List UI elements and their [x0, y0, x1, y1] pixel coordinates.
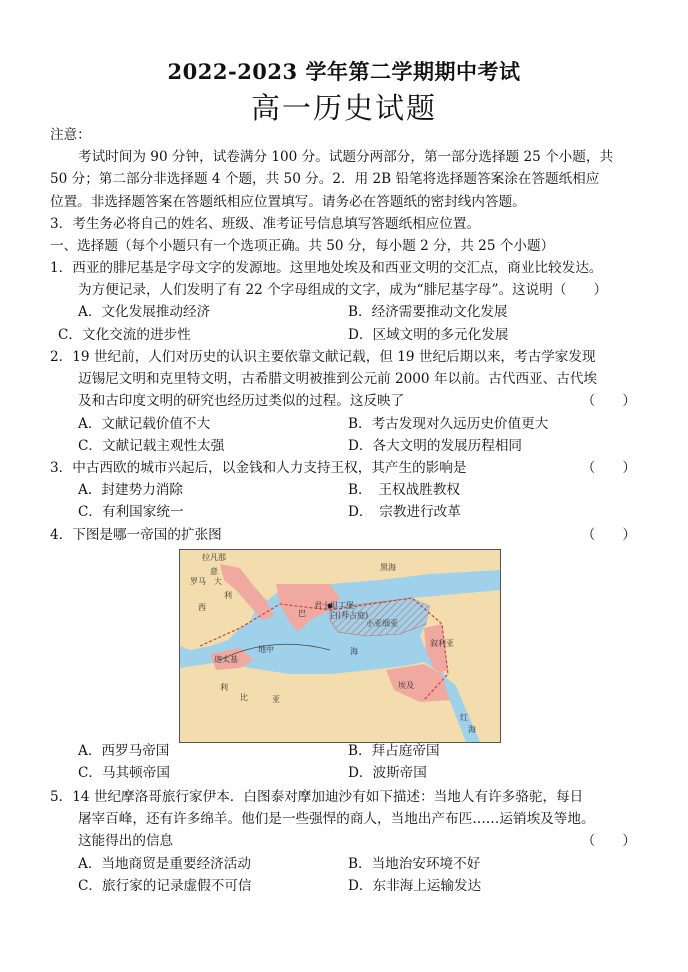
map-label: 比	[240, 693, 248, 702]
empire-expansion-map	[179, 549, 501, 743]
map-label: 利	[224, 591, 232, 600]
question-2	[50, 346, 650, 457]
map-label: 罗马	[190, 577, 206, 586]
map-label: 拉凡那	[202, 553, 226, 562]
map-drawing	[180, 550, 500, 742]
question-5-line-3	[50, 830, 650, 852]
question-1-options-row-2	[50, 324, 650, 346]
answer-paren: （ ）	[581, 460, 636, 476]
option-b[interactable]: B．当地治安环境不好	[348, 855, 481, 872]
option-c[interactable]: C．旅行家的记录虚假不可信	[78, 877, 252, 894]
map-label: 意	[210, 567, 218, 576]
exam-title: 2022-2023 学年第二学期期中考试	[167, 59, 521, 84]
question-2-line-1: 2．19 世纪前，人们对历史的认识主要依靠文献记载，但 19 世纪后期以来，考古学家发现	[50, 349, 596, 365]
map-label: 红	[460, 713, 468, 722]
question-5-line-2: 屠宰百峰，还有许多绵羊。他们是一些强悍的商人，当地出产布匹……运销埃及等地。	[78, 811, 595, 828]
question-5	[50, 786, 650, 897]
question-3-text: 3．中古西欧的城市兴起后，以金钱和人力支持王权，其产生的影响是	[50, 460, 467, 476]
option-d[interactable]: D．东非海上运输发达	[348, 877, 482, 894]
map-label: 利	[220, 683, 228, 692]
option-c[interactable]: C．文化交流的进步性	[58, 326, 191, 343]
question-3-line-1	[50, 457, 650, 479]
option-a[interactable]: A．当地商贸是重要经济活动	[78, 855, 251, 872]
map-label: 海	[468, 725, 476, 734]
option-a[interactable]: A．西罗马帝国	[78, 743, 170, 759]
question-3-options-row-1	[50, 479, 650, 501]
option-d[interactable]: D．区域文明的多元化发展	[348, 326, 509, 343]
section-heading: 一、选择题（每个小题只有一个选项正确。共 50 分，每小题 2 分，共 25 个小题）	[50, 238, 555, 255]
option-d[interactable]: D． 宗教进行改革	[348, 504, 461, 521]
question-1-options-row-1	[50, 301, 650, 323]
question-2-line-3-text: 及和古印度文明的研究也经历过类似的过程。这反映了	[78, 393, 405, 410]
question-1-line-2: 为方便记录，人们发明了有 22 个字母组成的文字，成为“腓尼基字母”。这说明（ ）	[78, 282, 608, 299]
notice-line-2: 50 分；第二部分非选择题 4 个题，共 50 分。2．用 2B 铅笔将选择题答案涂在答题纸相应	[50, 171, 600, 188]
map-label: 黑海	[380, 563, 396, 572]
map-label: 海	[350, 647, 358, 656]
option-a[interactable]: A．文化发展推动经济	[78, 304, 211, 321]
map-label: 亚	[272, 695, 280, 704]
option-a[interactable]: A．文献记载价值不大	[78, 415, 211, 432]
option-b[interactable]: B．考古发现对久远历史价值更大	[348, 415, 549, 432]
question-4-options	[50, 740, 650, 784]
question-4-options-row-2	[50, 762, 650, 784]
question-2-line-3	[50, 390, 650, 412]
exam-subtitle: 高一历史试题	[250, 91, 437, 125]
option-b[interactable]: B． 王权战胜教权	[348, 482, 460, 499]
notice-line-3: 位置。非选择题答案在答题纸相应位置填写。请务必在答题纸的密封线内答题。	[50, 193, 526, 210]
option-a[interactable]: A．封建势力消除	[78, 482, 183, 499]
question-1	[50, 257, 650, 346]
question-2-line-2: 迈锡尼文明和克里特文明，古希腊文明被推到公元前 2000 年以前。古代西亚、古代埃	[78, 371, 598, 388]
option-c[interactable]: C．马其顿帝国	[78, 765, 170, 782]
question-4-text: 4．下图是哪一帝国的扩张图	[50, 527, 222, 543]
question-5-options-row-2	[50, 875, 650, 897]
map-label: 叙利亚	[430, 639, 454, 648]
question-4	[50, 524, 650, 546]
map-label: 大	[214, 577, 222, 586]
question-5-line-3-text: 这能得出的信息	[78, 833, 174, 850]
question-4-options-row-1	[50, 740, 650, 762]
map-label: 埃及	[398, 681, 414, 690]
question-2-options-row-2	[50, 435, 650, 457]
option-c[interactable]: C．文献记载主观性太强	[78, 437, 225, 454]
notice-line-4: 3．考生务必将自己的姓名、班级、准考证号信息填写答题纸相应位置。	[50, 215, 481, 232]
question-5-line-1: 5．14 世纪摩洛哥旅行家伊本．白图泰对摩加迪沙有如下描述：当地人有许多骆驼，每日	[50, 789, 584, 805]
option-b[interactable]: B．经济需要推动文化发展	[348, 304, 508, 321]
map-label: 小亚细亚	[366, 619, 398, 628]
question-3	[50, 457, 650, 524]
answer-paren: （ ）	[581, 393, 636, 410]
question-5-options-row-1	[50, 853, 650, 875]
option-c[interactable]: C．有利国家统一	[78, 504, 184, 521]
option-b[interactable]: B．拜占庭帝国	[348, 743, 440, 759]
notice-label: 注意：	[50, 127, 91, 143]
option-d[interactable]: D．各大文明的发展历程相同	[348, 437, 523, 454]
map-label: 地中	[258, 645, 274, 654]
question-4-line-1	[50, 524, 650, 546]
notice-line-1: 考试时间为 90 分钟，试卷满分 100 分。试题分两部分，第一部分选择题 25 个小题，共	[78, 149, 614, 166]
map-label: 西	[198, 603, 206, 612]
map-label: 迦太基	[214, 655, 238, 664]
notice-section	[50, 124, 650, 257]
map-label: 君士坦丁堡	[314, 601, 354, 610]
question-2-options-row-1	[50, 413, 650, 435]
question-1-line-1: 1．西亚的腓尼基是字母文字的发源地。这里地处埃及和西亚文明的交汇点，商业比较发达。	[50, 260, 603, 276]
option-d[interactable]: D．波斯帝国	[348, 765, 427, 782]
map-label: 巴	[298, 609, 306, 618]
map-label: 白(拜占庭)	[330, 611, 369, 620]
answer-paren: （ ）	[581, 527, 636, 543]
answer-paren: （ ）	[581, 833, 636, 850]
question-3-options-row-2	[50, 501, 650, 523]
